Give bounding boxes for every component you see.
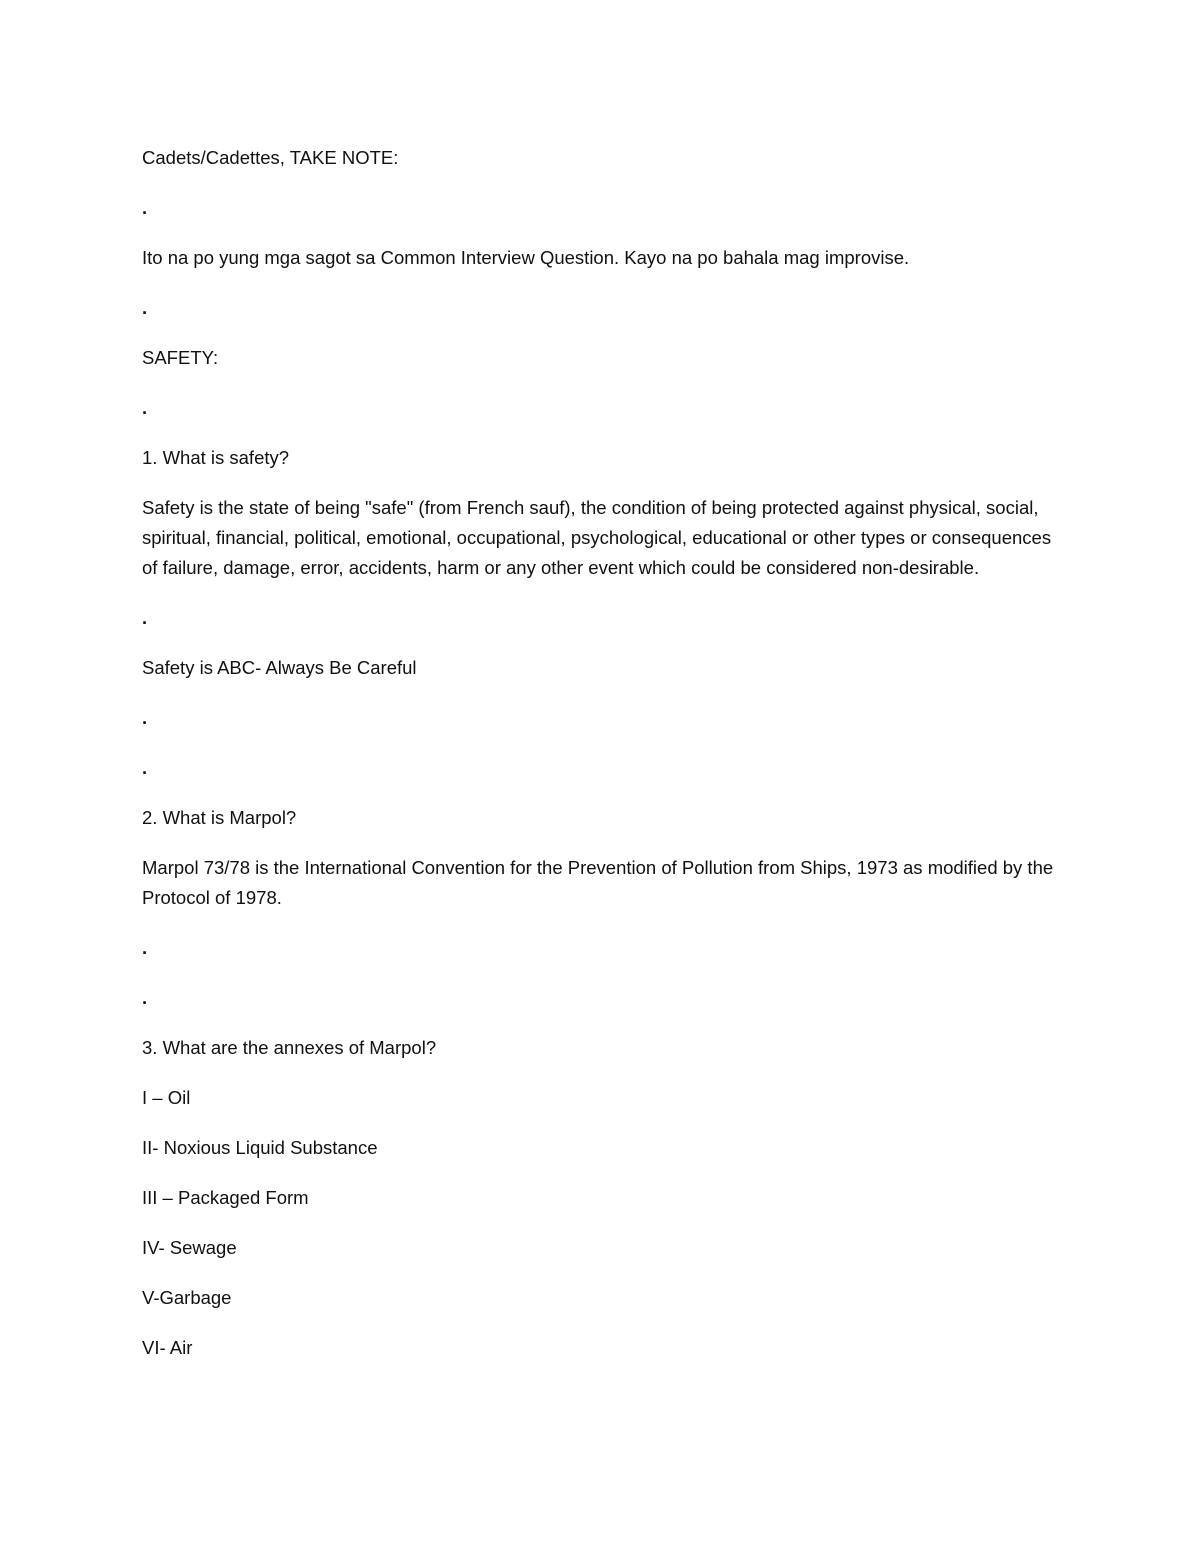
answer-1-extra: Safety is ABC- Always Be Careful [142, 657, 417, 678]
separator-dot: . [142, 607, 148, 628]
question-1: 1. What is safety? [142, 447, 290, 468]
intro-text: Ito na po yung mga sagot sa Common Interview Question. Kayo na po bahala mag improvise. [142, 247, 910, 268]
question-2: 2. What is Marpol? [142, 807, 297, 828]
answer-1: Safety is the state of being "safe" (from French sauf), the condition of being protected against physical, social, spiritual, financial, political, emotional, occupational, psychological, educational or other types or consequences of failure, damage, error, accidents, harm or any other event which could be considered non-desirable. [142, 497, 1052, 578]
annex-item: I – Oil [142, 1087, 191, 1108]
answer-2: Marpol 73/78 is the International Convention for the Prevention of Pollution from Ships, 1973 as modified by the Protocol of 1978. [142, 857, 1054, 908]
separator-dot: . [142, 197, 148, 218]
header-note: Cadets/Cadettes, TAKE NOTE: [142, 147, 399, 168]
separator-dot: . [142, 987, 148, 1008]
separator-dot: . [142, 937, 148, 958]
question-3: 3. What are the annexes of Marpol? [142, 1037, 437, 1058]
separator-dot: . [142, 297, 148, 318]
separator-dot: . [142, 397, 148, 418]
separator-dot: . [142, 707, 148, 728]
document-body [142, 143, 1062, 1383]
annex-item: III – Packaged Form [142, 1187, 309, 1208]
separator-dot: . [142, 757, 148, 778]
annex-item: IV- Sewage [142, 1237, 237, 1258]
annex-item: VI- Air [142, 1337, 193, 1358]
annex-item: II- Noxious Liquid Substance [142, 1137, 378, 1158]
section-title: SAFETY: [142, 347, 219, 368]
annex-item: V-Garbage [142, 1287, 232, 1308]
